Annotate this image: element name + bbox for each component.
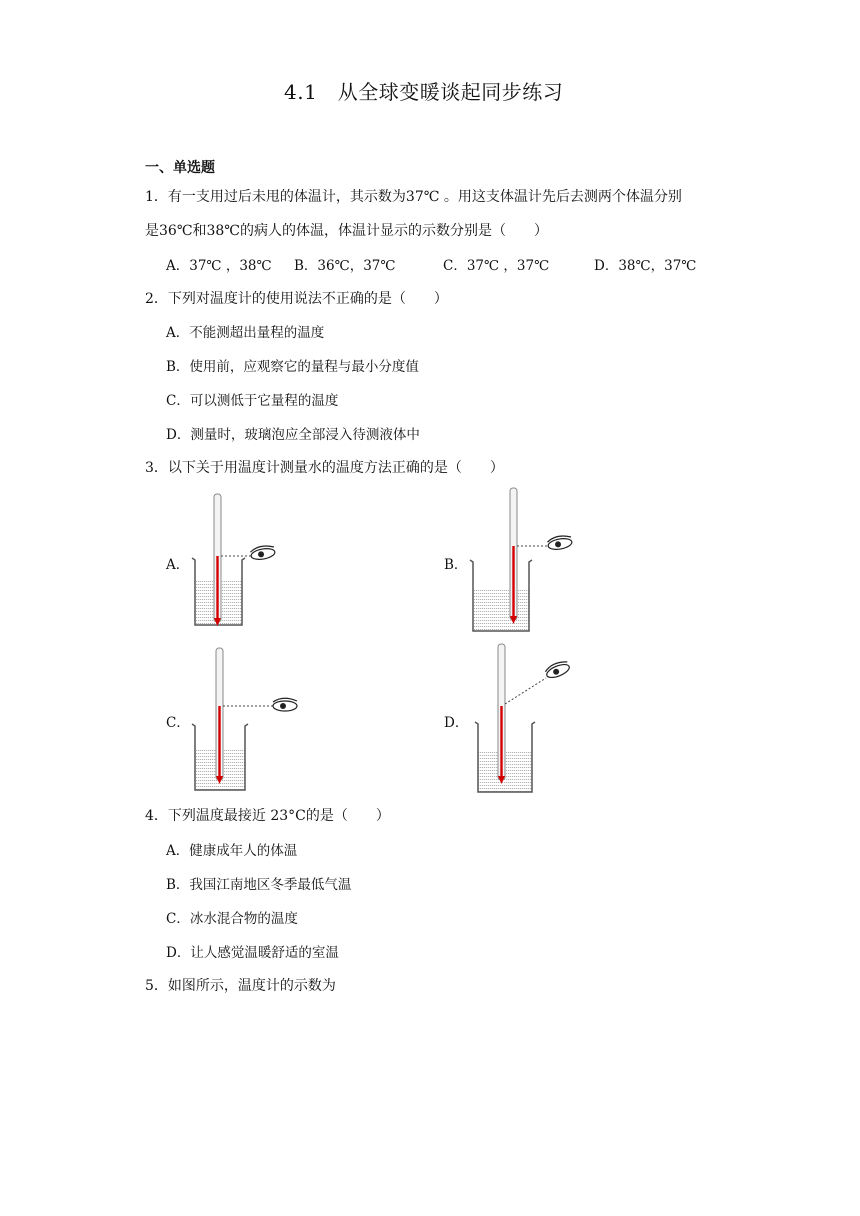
question-1-option-b[interactable]: B．36℃，37℃ bbox=[294, 258, 396, 274]
question-2-stem: 2．下列对温度计的使用说法不正确的是（ ） bbox=[145, 291, 448, 307]
question-5-stem: 5．如图所示，温度计的示数为 bbox=[145, 978, 336, 994]
water bbox=[473, 589, 529, 631]
question-1-option-d[interactable]: D．38℃，37℃ bbox=[594, 258, 697, 274]
question-2-option-d[interactable]: D．测量时，玻璃泡应全部浸入待测液体中 bbox=[166, 427, 420, 443]
question-4-stem: 4．下列温度最接近 23°C的是（ ） bbox=[145, 808, 390, 824]
figure-d-thermometer-setup[interactable] bbox=[466, 640, 586, 800]
figure-b-thermometer-setup[interactable] bbox=[466, 484, 576, 636]
page-title: 4.1 从全球变暖谈起同步练习 bbox=[284, 80, 564, 104]
question-1-option-c[interactable]: C．37℃ ，37℃ bbox=[443, 258, 550, 274]
eye-icon bbox=[547, 534, 573, 551]
question-3-label-a[interactable]: A． bbox=[166, 557, 190, 573]
sight-line bbox=[505, 678, 546, 704]
question-2-option-a[interactable]: A．不能测超出量程的温度 bbox=[166, 325, 325, 341]
eye-icon bbox=[544, 659, 571, 680]
eye-icon bbox=[250, 544, 276, 561]
question-2-option-b[interactable]: B．使用前，应观察它的量程与最小分度值 bbox=[166, 359, 419, 375]
question-2-option-c[interactable]: C．可以测低于它量程的温度 bbox=[166, 393, 339, 409]
question-3-label-d[interactable]: D． bbox=[444, 715, 469, 731]
question-1-option-a[interactable]: A．37℃ ，38℃ bbox=[166, 258, 272, 274]
question-4-option-a[interactable]: A．健康成年人的体温 bbox=[166, 843, 298, 859]
question-4-option-d[interactable]: D．让人感觉温暖舒适的室温 bbox=[166, 945, 339, 961]
figure-c-thermometer-setup[interactable] bbox=[188, 644, 308, 796]
question-3-label-b[interactable]: B． bbox=[444, 557, 468, 573]
question-3-label-c[interactable]: C． bbox=[166, 715, 190, 731]
section-heading: 一、单选题 bbox=[145, 160, 215, 176]
figure-a-thermometer-setup[interactable] bbox=[188, 490, 288, 630]
eye-icon bbox=[273, 698, 297, 711]
question-3-stem: 3．以下关于用温度计测量水的温度方法正确的是（ ） bbox=[145, 460, 504, 476]
question-1-line-2: 是36℃和38℃的病人的体温，体温计显示的示数分别是（ ） bbox=[145, 223, 548, 239]
question-4-option-b[interactable]: B．我国江南地区冬季最低气温 bbox=[166, 877, 352, 893]
question-1-line-1: 1．有一支用过后未甩的体温计，其示数为37℃ 。用这支体温计先后去测两个体温分别 bbox=[145, 189, 682, 205]
question-4-option-c[interactable]: C．冰水混合物的温度 bbox=[166, 911, 298, 927]
